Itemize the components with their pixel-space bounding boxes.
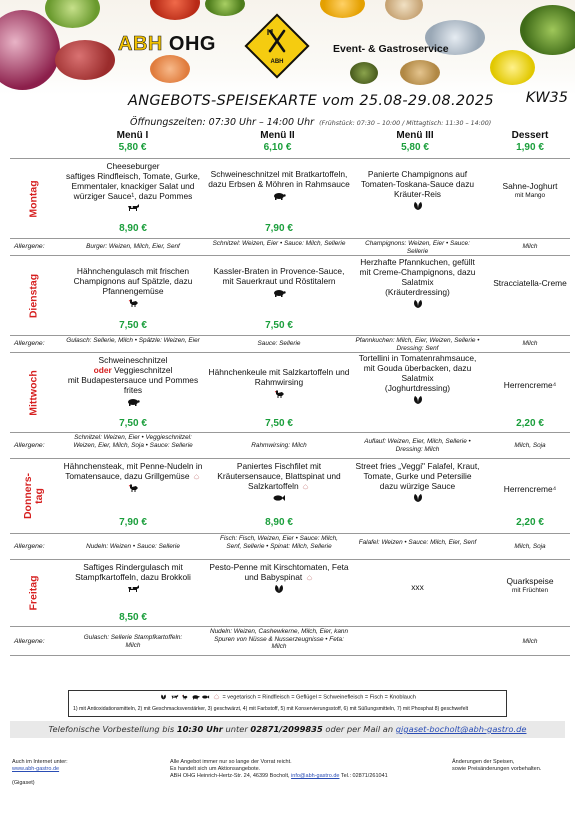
dessert-price: 2,20 € <box>516 517 544 528</box>
menu-1-price: 7,90 € <box>119 517 147 528</box>
menu-3-dish: Panierte Champignons auf Tomaten-Toskana-Sauce dazu Kräuter-Reis <box>355 169 480 211</box>
dessert: Herrencreme⁴ <box>503 484 557 494</box>
garlic-icon <box>212 694 221 700</box>
potato-decoration <box>400 60 440 85</box>
pork-icon <box>191 694 200 700</box>
menu-1-price: 8,50 € <box>119 612 147 623</box>
day-label: Dienstag <box>27 273 40 318</box>
menu-2-dish: Hähnchenkeule mit Salzkartoffeln und Rahmwirsing <box>208 367 350 399</box>
change-notice: Änderungen der Speisen, <box>452 759 515 765</box>
footer-middle <box>170 759 388 780</box>
day-row-wednesday <box>10 352 570 432</box>
allergen-row-wednesday <box>10 432 570 458</box>
allergen-row-friday <box>10 626 570 656</box>
price-change-notice: sowie Preisänderungen vorbehalten. <box>452 766 542 772</box>
footer-right <box>452 759 541 773</box>
badge-text: ABH <box>270 59 284 65</box>
preorder-text: Telefonische Vorbestellung bis <box>48 724 177 734</box>
allergens-dessert: Milch <box>522 340 538 347</box>
pepper-decoration <box>320 0 365 18</box>
tomato-decoration <box>150 0 200 20</box>
dessert: Quarkspeise mit Früchten <box>490 576 570 596</box>
menu-title: ANGEBOTS-SPEISEKARTE vom 25.08-29.08.2025 <box>128 93 494 109</box>
dessert: Sahne-Joghurt mit Mango <box>490 181 570 201</box>
allergens-menu-2: Sauce: Sellerie <box>257 340 301 347</box>
poultry-icon <box>126 483 140 493</box>
radicchio-decoration <box>0 10 60 90</box>
column-price: 5,80 € <box>401 142 429 153</box>
olive-decoration <box>350 62 378 84</box>
allergen-label: Allergene: <box>14 340 45 347</box>
column-price: 5,80 € <box>118 142 147 153</box>
column-name: Dessert <box>511 130 549 141</box>
allergens-menu-1: Burger: Weizen, Milch, Eier, Senf <box>86 243 180 250</box>
company-logo <box>118 33 216 56</box>
beef-icon <box>170 694 179 700</box>
table-header <box>10 130 570 160</box>
opening-hours-main: Öffnungszeiten: 07:30 Uhr – 14:00 Uhr <box>130 117 315 128</box>
onion-decoration <box>385 0 423 20</box>
or-label: oder <box>93 365 112 375</box>
preorder-text-3: oder per Mail an <box>322 724 396 734</box>
vegetarian-icon <box>411 201 425 211</box>
column-price: 1,90 € <box>516 142 544 153</box>
company-phone: Tel.: 02871/261041 <box>339 773 388 779</box>
day-row-monday <box>10 158 570 238</box>
info-email-link[interactable]: info@abh-gastro.de <box>291 773 340 779</box>
service-tagline: Event- & Gastroservice <box>333 43 449 55</box>
menu-1-dish: Hähnchengulasch mit frischen Champignons auf Spätzle, dazu Pfannengemüse <box>62 266 204 308</box>
menu-2-price: 8,90 € <box>265 517 293 528</box>
pork-icon <box>272 288 286 298</box>
day-row-thursday <box>10 458 570 533</box>
allergens-menu-3: Champignons: Weizen, Eier • Sauce: Sellerie <box>365 240 470 255</box>
column-name: Menü II <box>260 130 295 141</box>
menu-2-price: 7,50 € <box>265 320 293 331</box>
opening-hours-detail: (Frühstück: 07:30 – 10:00 / Mittagtisch: 11:30 – 14:00) <box>319 120 492 127</box>
fish-icon <box>201 694 210 700</box>
website-link[interactable]: www.abh-gastro.de <box>12 766 60 772</box>
dessert-detail: mit Mango <box>514 192 546 199</box>
menu-1-dish: Schweineschnitzel oder Veggieschnitzel mit Budapestersauce und Pommes frites <box>62 355 204 407</box>
vegetarian-icon <box>411 299 425 309</box>
column-menu-3 <box>350 130 480 153</box>
allergens-dessert: Milch, Soja <box>514 442 546 449</box>
column-menu-1 <box>60 130 205 153</box>
column-dessert <box>490 130 570 153</box>
menu-2-dish: Paniertes Fischfilet mit Kräutersensauce, Blattspinat und Salzkartoffeln <box>208 461 350 503</box>
day-label: Freitag <box>27 575 40 611</box>
dessert: Herrencreme⁴ <box>503 380 557 390</box>
allergens-dessert: Milch <box>522 638 538 645</box>
poultry-icon <box>126 298 140 308</box>
allergens-dessert: Milch, Soja <box>514 543 546 550</box>
allergen-row-monday <box>10 238 570 255</box>
poultry-icon <box>272 389 286 399</box>
preorder-deadline: 10:30 Uhr <box>176 724 223 734</box>
allergens-menu-1: Nudeln: Weizen • Sauce: Sellerie <box>86 543 180 550</box>
herb-decoration <box>205 0 245 16</box>
menu-1-price: 7,50 € <box>119 320 147 331</box>
day-label: Montag <box>27 179 40 218</box>
logo-ohg: OHG <box>162 33 216 55</box>
allergens-menu-3: Auflauf: Weizen, Eier, Milch, Sellerie • Dressing: Milch <box>364 438 471 453</box>
preorder-bar <box>10 721 565 738</box>
day-row-friday <box>10 559 570 626</box>
vegetarian-icon <box>272 584 286 594</box>
menu-3-dressing: (Joghurtdressing) <box>384 383 451 393</box>
opening-hours <box>130 110 570 129</box>
icon-legend <box>68 690 507 717</box>
lemon-decoration <box>490 50 535 85</box>
cutlery-icon <box>262 27 292 61</box>
day-label: Donners- tag <box>22 472 45 520</box>
column-name: Menü III <box>396 130 434 141</box>
lettuce-decoration <box>45 0 100 28</box>
allergen-label: Allergene: <box>14 243 45 250</box>
allergens-menu-3: Falafel: Weizen • Sauce: Milch, Eier, Senf <box>358 539 477 546</box>
dessert: Stracciatella-Creme <box>493 278 567 288</box>
menu-1-dish: Hähnchensteak, mit Penne-Nudeln in Tomatensauce, dazu Grillgemüse <box>62 461 204 493</box>
preorder-text-2: unter <box>222 724 251 734</box>
internet-label: Auch im Internet unter: <box>12 759 68 765</box>
menu-3-dish: Herzhafte Pfannkuchen, gefüllt mit Creme-Champignons, dazu Salatmix (Kräuterdressing) <box>355 257 480 309</box>
shrimp-decoration <box>150 55 190 83</box>
menu-3-dish: Street fries „Veggi" Falafel, Kraut, Tomate, Gurke und Petersilie dazu würzige Sauce <box>355 461 480 503</box>
vegetarian-icon <box>411 493 425 503</box>
allergen-row-tuesday <box>10 335 570 352</box>
menu-1-dish: Cheeseburger saftiges Rindfleisch, Tomate, Gurke, Emmentaler, knackiger Salat und würziger Sauce¹, dazu Pommes <box>62 161 204 213</box>
menu-2-dish: Pesto-Penne mit Kirschtomaten, Feta und Babyspinat <box>208 562 350 594</box>
menu-1-price: 8,90 € <box>119 223 147 234</box>
garlic-icon <box>305 575 314 581</box>
additive-footnotes: 1) mit Antioxidationsmitteln, 2) mit Geschmacksverstärker, 3) geschwärzt, 4) mit Farbstoff, 5) mit Konservierungsstoff, 6) mit Süßungsmitteln, 7) mit Phosphat 8) geschwefelt <box>73 706 469 712</box>
pork-icon <box>126 397 140 407</box>
location-tag: (Gigaset) <box>12 780 35 786</box>
legend-meaning: = vegetarisch = Rindfleisch = Geflügel = Schweinefleisch = Fisch = Knoblauch <box>222 694 416 701</box>
allergen-label: Allergene: <box>14 543 45 550</box>
company-address: ABH OHG Heinrich-Hertz-Str. 24, 46399 Bocholt, <box>170 773 292 779</box>
allergens-menu-2: Schnitzel: Weizen, Eier • Sauce: Milch, Sellerie <box>212 240 346 247</box>
allergens-menu-3: Pfannkuchen: Milch, Eier, Weizen, Sellerie • Dressing: Senf <box>355 337 480 352</box>
menu-3-dish: xxx <box>411 582 424 592</box>
legend-icons <box>69 694 506 700</box>
logo-abh: ABH <box>118 33 163 55</box>
menu-1-price: 7,50 € <box>119 418 147 429</box>
menu-2-price: 7,50 € <box>265 418 293 429</box>
week-number: KW35 <box>525 90 568 106</box>
dessert-price: 2,20 € <box>516 418 544 429</box>
menu-2-price: 7,90 € <box>265 223 293 234</box>
footer-left <box>12 759 68 787</box>
beef-icon <box>126 203 140 213</box>
column-price: 6,10 € <box>263 142 292 153</box>
allergen-label: Allergene: <box>14 638 45 645</box>
allergens-menu-1: Gulasch: Sellerie, Milch • Spätzle: Weizen, Eier <box>66 337 200 344</box>
header-banner <box>0 0 575 95</box>
allergen-row-thursday <box>10 533 570 559</box>
column-name: Menü I <box>116 130 149 141</box>
stock-notice: Alle Angebot immer nur so lange der Vorrat reicht. <box>170 759 292 765</box>
dessert-detail: mit Früchten <box>511 587 549 594</box>
menu-title-row <box>128 90 568 110</box>
allergens-menu-1: Schnitzel: Weizen, Eier • Veggieschnitzel: Weizen, Eier, Milch, Soja • Sauce: Sellerie <box>73 434 193 449</box>
allergens-menu-2: Nudeln: Weizen, Cashewkerne, Milch, Eier, kann Spuren von Nüsse & Nusserzeugnisse • Feta: Milch <box>209 628 349 650</box>
menu-3-dressing: (Kräuterdressing) <box>385 287 450 297</box>
email-link[interactable]: gigaset-bocholt@abh-gastro.de <box>395 724 527 734</box>
fish-icon <box>272 493 286 503</box>
pork-icon <box>272 191 286 201</box>
vegetarian-icon <box>411 395 425 405</box>
menu-3-dish: Tortellini in Tomatenrahmsauce, mit Gouda überbacken, dazu Salatmix (Joghurtdressing) <box>355 353 480 405</box>
garlic-icon <box>192 474 201 480</box>
menu-1-dish: Saftiges Rindergulasch mit Stampfkartoffeln, dazu Brokkoli <box>62 562 204 594</box>
menu-2-dish: Kassler-Braten in Provence-Sauce, mit Sauerkraut und Röstitalern <box>208 266 350 298</box>
day-row-tuesday <box>10 255 570 335</box>
promo-notice: Es handelt sich um Aktionsangebote. <box>170 766 261 772</box>
allergens-menu-2: Rahmwirsing: Milch <box>251 442 307 449</box>
column-menu-2 <box>205 130 350 153</box>
allergens-menu-2: Fisch: Fisch, Weizen, Eier • Sauce: Milch, Senf, Sellerie • Spinat: Milch, Sellerie <box>220 535 338 550</box>
allergens-dessert: Milch <box>522 243 538 250</box>
allergen-label: Allergene: <box>14 442 45 449</box>
broccoli-decoration <box>520 5 575 55</box>
poultry-icon <box>180 694 189 700</box>
phone-number[interactable]: 02871/2099835 <box>250 724 323 734</box>
menu-2-dish: Schweineschnitzel mit Bratkartoffeln, dazu Erbsen & Möhren in Rahmsauce <box>208 169 350 201</box>
beef-icon <box>126 584 140 594</box>
garlic-icon <box>301 484 310 490</box>
meat-decoration <box>55 40 115 80</box>
allergens-menu-1: Gulasch: Sellerie Stampfkartoffeln: Milch <box>83 634 183 649</box>
vegetarian-icon <box>159 694 168 700</box>
day-label: Mittwoch <box>27 369 40 416</box>
